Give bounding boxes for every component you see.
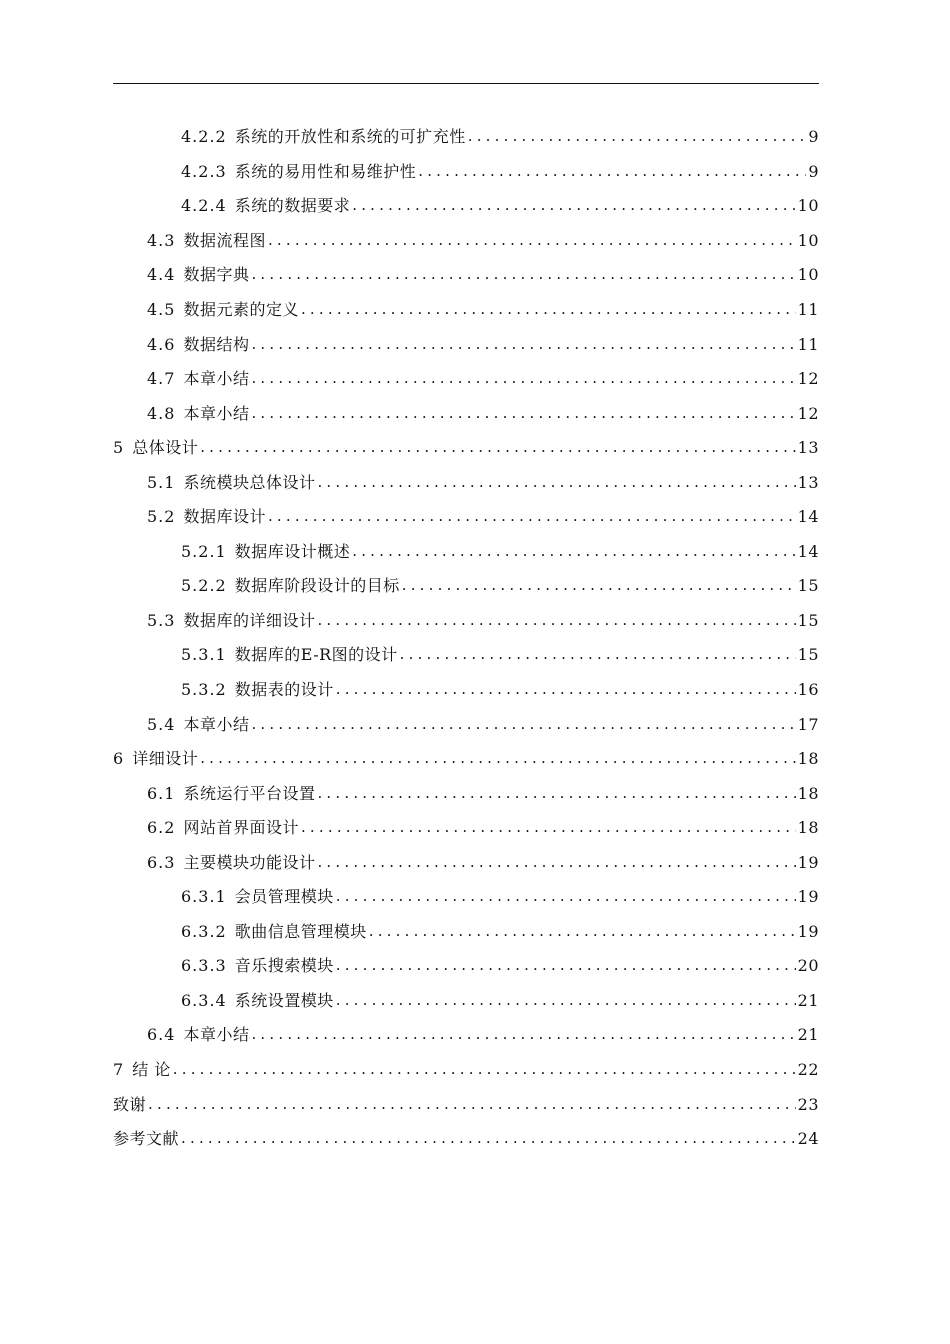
toc-dot-leader <box>402 569 796 603</box>
toc-dot-leader <box>268 224 796 258</box>
toc-entry-number: 6.3.4 <box>181 990 227 1010</box>
toc-entry[interactable] <box>113 845 819 880</box>
toc-entry[interactable] <box>113 984 819 1019</box>
toc-entry-number: 4.2.4 <box>181 196 227 216</box>
toc-entry-page-number: 19 <box>797 852 819 872</box>
toc-entry-title: 数据元素的定义 <box>183 300 299 319</box>
toc-entry-title: 数据字典 <box>183 265 250 285</box>
toc-dot-leader <box>468 120 807 154</box>
toc-entry-number: 4.6 <box>147 334 176 354</box>
toc-entry-page-number: 19 <box>797 887 819 907</box>
toc-entry-page-number: 18 <box>797 818 819 838</box>
toc-entry[interactable] <box>113 742 819 777</box>
toc-dot-leader <box>352 535 795 569</box>
toc-entry-number: 6.4 <box>147 1025 176 1045</box>
toc-entry-title: 本章小结 <box>183 369 250 389</box>
toc-dot-leader <box>251 708 795 742</box>
toc-entry-page-number: 15 <box>797 610 819 630</box>
toc-entry[interactable] <box>113 880 819 915</box>
toc-dot-leader <box>400 638 796 672</box>
toc-entry-title: 总体设计 <box>132 438 199 458</box>
toc-entry[interactable] <box>113 224 819 259</box>
toc-entry[interactable] <box>113 811 819 846</box>
toc-entry-title: 本章小结 <box>183 714 250 734</box>
toc-entry-page-number: 23 <box>797 1094 819 1114</box>
toc-entry[interactable] <box>113 1122 819 1157</box>
toc-dot-leader <box>336 984 796 1018</box>
toc-entry-title: 系统运行平台设置 <box>183 783 316 803</box>
toc-entry[interactable] <box>113 1053 819 1088</box>
toc-entry-title: 主要模块功能设计 <box>183 852 316 872</box>
toc-entry-page-number: 19 <box>797 921 819 941</box>
toc-dot-leader <box>251 258 795 292</box>
toc-entry[interactable] <box>113 189 819 224</box>
toc-entry-title: 本章小结 <box>183 1025 250 1045</box>
toc-entry-number: 4.5 <box>147 300 176 319</box>
toc-entry-number: 6.3.2 <box>181 921 227 941</box>
toc-entry-title: 音乐搜索模块 <box>234 956 334 976</box>
toc-dot-leader <box>317 604 795 638</box>
toc-entry-title: 会员管理模块 <box>234 887 334 907</box>
toc-entry-title: 致谢 <box>113 1094 147 1114</box>
toc-entry-title: 数据库设计概述 <box>234 541 351 561</box>
toc-entry-number: 4.8 <box>147 403 176 423</box>
toc-dot-leader <box>148 1088 796 1122</box>
toc-entry[interactable] <box>113 431 819 466</box>
toc-entry-title: 数据库的详细设计 <box>183 610 316 630</box>
toc-entry-number: 6.3.3 <box>181 956 227 976</box>
toc-dot-leader <box>251 328 795 362</box>
toc-dot-leader <box>301 811 796 845</box>
toc-entry-page-number: 9 <box>808 161 819 181</box>
toc-dot-leader <box>336 949 796 983</box>
toc-entry-page-number: 12 <box>797 369 819 389</box>
toc-entry[interactable] <box>113 604 819 639</box>
toc-dot-leader <box>200 742 795 776</box>
toc-entry-page-number: 10 <box>797 196 819 216</box>
toc-dot-leader <box>268 500 796 534</box>
header-rule <box>113 83 819 84</box>
toc-entry-page-number: 15 <box>797 645 819 665</box>
toc-entry-page-number: 12 <box>797 403 819 423</box>
toc-entry-page-number: 13 <box>797 472 819 492</box>
toc-entry[interactable] <box>113 500 819 535</box>
toc-entry-page-number: 10 <box>797 230 819 250</box>
toc-dot-leader <box>317 846 795 880</box>
toc-dot-leader <box>181 1122 796 1156</box>
toc-entry[interactable] <box>113 949 819 984</box>
toc-entry-page-number: 11 <box>797 300 819 319</box>
toc-entry-number: 5.3.2 <box>181 680 227 700</box>
toc-entry[interactable] <box>113 707 819 742</box>
toc-entry-title: 数据库设计 <box>183 507 266 527</box>
toc-entry-title: 系统设置模块 <box>234 990 334 1010</box>
toc-dot-leader <box>369 915 796 949</box>
toc-entry[interactable] <box>113 1087 819 1122</box>
toc-entry-title: 结 论 <box>132 1060 171 1080</box>
toc-entry-number: 6 <box>113 749 125 769</box>
toc-dot-leader <box>200 431 795 465</box>
toc-entry-page-number: 11 <box>797 334 819 354</box>
toc-entry-number: 5.3 <box>147 610 176 630</box>
toc-entry-page-number: 20 <box>797 956 819 976</box>
toc-entry[interactable] <box>113 120 819 155</box>
toc-entry-number: 4.4 <box>147 265 176 285</box>
toc-entry-number: 7 <box>113 1060 125 1080</box>
toc-entry-number: 6.3.1 <box>181 887 227 907</box>
toc-dot-leader <box>317 466 795 500</box>
toc-entry-page-number: 14 <box>797 507 819 527</box>
toc-entry-page-number: 13 <box>797 438 819 458</box>
toc-dot-leader <box>173 1053 796 1087</box>
toc-entry-number: 5.2.2 <box>181 576 227 596</box>
toc-entry-title: 系统的易用性和易维护性 <box>234 161 417 181</box>
toc-entry-title: 网站首界面设计 <box>183 818 299 838</box>
toc-entry[interactable] <box>113 776 819 811</box>
toc-entry-page-number: 10 <box>797 265 819 285</box>
toc-entry-title: 系统模块总体设计 <box>183 472 316 492</box>
toc-entry[interactable] <box>113 155 819 190</box>
toc-dot-leader <box>317 777 795 811</box>
toc-entry-page-number: 16 <box>797 680 819 700</box>
toc-entry[interactable] <box>113 396 819 431</box>
toc-entry-title: 数据库的E-R图的设计 <box>234 645 398 665</box>
toc-entry[interactable] <box>113 915 819 950</box>
toc-entry-number: 6.3 <box>147 852 176 872</box>
toc-entry-title: 数据表的设计 <box>234 680 334 700</box>
toc-entry-page-number: 22 <box>797 1060 819 1080</box>
toc-entry-page-number: 21 <box>797 990 819 1010</box>
toc-dot-leader <box>251 362 795 396</box>
toc-entry-number: 6.2 <box>147 818 176 838</box>
toc-dot-leader <box>251 1018 795 1052</box>
toc-dot-leader <box>336 673 796 707</box>
toc-dot-leader <box>352 189 795 223</box>
toc-entry[interactable] <box>113 362 819 397</box>
toc-entry[interactable] <box>113 465 819 500</box>
toc-entry-number: 5 <box>113 438 125 458</box>
toc-entry-title: 参考文献 <box>113 1129 180 1149</box>
toc-entry-page-number: 18 <box>797 749 819 769</box>
toc-entry-number: 5.3.1 <box>181 645 227 665</box>
toc-entry-number: 4.2.3 <box>181 161 227 181</box>
toc-entry-number: 4.3 <box>147 230 176 250</box>
toc-entry[interactable] <box>113 673 819 708</box>
toc-entry-page-number: 14 <box>797 541 819 561</box>
toc-entry-page-number: 17 <box>797 714 819 734</box>
toc-entry-number: 5.2 <box>147 507 176 527</box>
toc-entry-page-number: 15 <box>797 576 819 596</box>
toc-entry-title: 歌曲信息管理模块 <box>234 921 367 941</box>
toc-entry-page-number: 18 <box>797 783 819 803</box>
toc-entry[interactable] <box>113 569 819 604</box>
toc-entry-number: 4.7 <box>147 369 176 389</box>
toc-entry-title: 系统的开放性和系统的可扩充性 <box>234 127 466 147</box>
toc-entry-number: 4.2.2 <box>181 127 227 147</box>
toc-entry-title: 数据流程图 <box>183 230 266 250</box>
toc-dot-leader <box>301 293 796 327</box>
toc-entry[interactable] <box>113 1018 819 1053</box>
toc-entry[interactable] <box>113 327 819 362</box>
toc-entry[interactable] <box>113 293 819 328</box>
toc-dot-leader <box>418 155 806 189</box>
toc-entry-number: 5.1 <box>147 472 176 492</box>
table-of-contents <box>113 120 819 1156</box>
toc-entry-page-number: 21 <box>797 1025 819 1045</box>
toc-entry-number: 5.4 <box>147 714 176 734</box>
toc-entry-title: 数据库阶段设计的目标 <box>234 576 400 596</box>
toc-entry[interactable] <box>113 535 819 570</box>
toc-entry-title: 数据结构 <box>183 334 250 354</box>
toc-entry-title: 本章小结 <box>183 403 250 423</box>
toc-entry-title: 系统的数据要求 <box>234 196 351 216</box>
toc-entry-page-number: 9 <box>808 127 819 147</box>
toc-entry[interactable] <box>113 638 819 673</box>
toc-entry-page-number: 24 <box>797 1129 819 1149</box>
toc-entry-title: 详细设计 <box>132 749 199 769</box>
toc-dot-leader <box>251 397 795 431</box>
toc-entry[interactable] <box>113 258 819 293</box>
toc-entry-number: 5.2.1 <box>181 541 227 561</box>
toc-entry-number: 6.1 <box>147 783 176 803</box>
toc-dot-leader <box>336 880 796 914</box>
